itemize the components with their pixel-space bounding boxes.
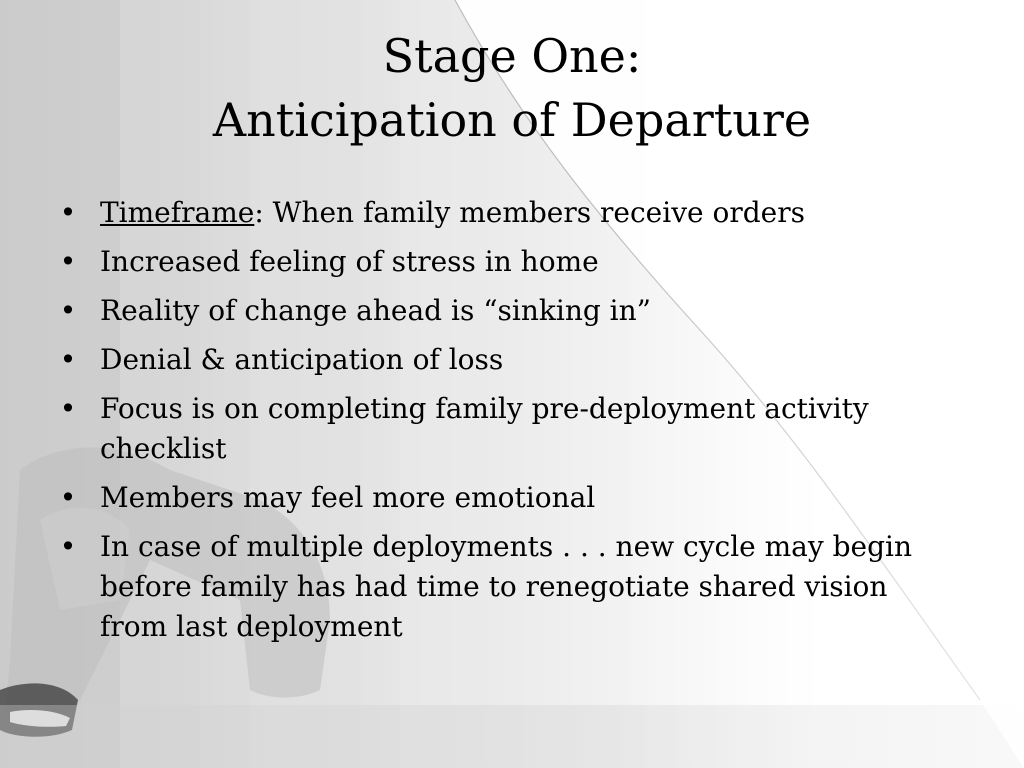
bullet-item	[58, 340, 958, 380]
bullet-text: Increased feeling of stress in home	[100, 245, 599, 278]
bullet-text: : When family members receive orders	[254, 196, 805, 229]
bullet-text: In case of multiple deployments . . . new cycle may begin before family has had time to renegotiate shared vision from last deployment	[100, 530, 912, 643]
bullet-dot-icon: •	[59, 343, 77, 376]
bullet-dot-icon: •	[59, 196, 77, 229]
bullet-text: Reality of change ahead is “sinking in”	[100, 294, 651, 327]
slide-title	[0, 24, 1024, 152]
bullet-dot-icon: •	[59, 530, 77, 563]
bullet-text: Denial & anticipation of loss	[100, 343, 504, 376]
bullet-item	[58, 478, 958, 518]
bullet-dot-icon: •	[59, 392, 77, 425]
slide-title-line2: Anticipation of Departure	[212, 93, 812, 147]
bullet-dot-icon: •	[59, 481, 77, 514]
bullet-item	[58, 389, 958, 469]
slide-title-line1: Stage One:	[382, 29, 642, 83]
bullet-item	[58, 242, 958, 282]
bullet-text: Members may feel more emotional	[100, 481, 596, 514]
bullet-item	[58, 527, 958, 647]
bullet-item-timeframe	[58, 193, 958, 233]
bullet-text: Focus is on completing family pre-deployment activity checklist	[100, 392, 869, 465]
bullet-lead-term: Timeframe	[100, 196, 255, 229]
bullet-dot-icon: •	[59, 294, 77, 327]
bullet-list	[58, 193, 958, 656]
bullet-item	[58, 291, 958, 331]
bullet-dot-icon: •	[59, 245, 77, 278]
